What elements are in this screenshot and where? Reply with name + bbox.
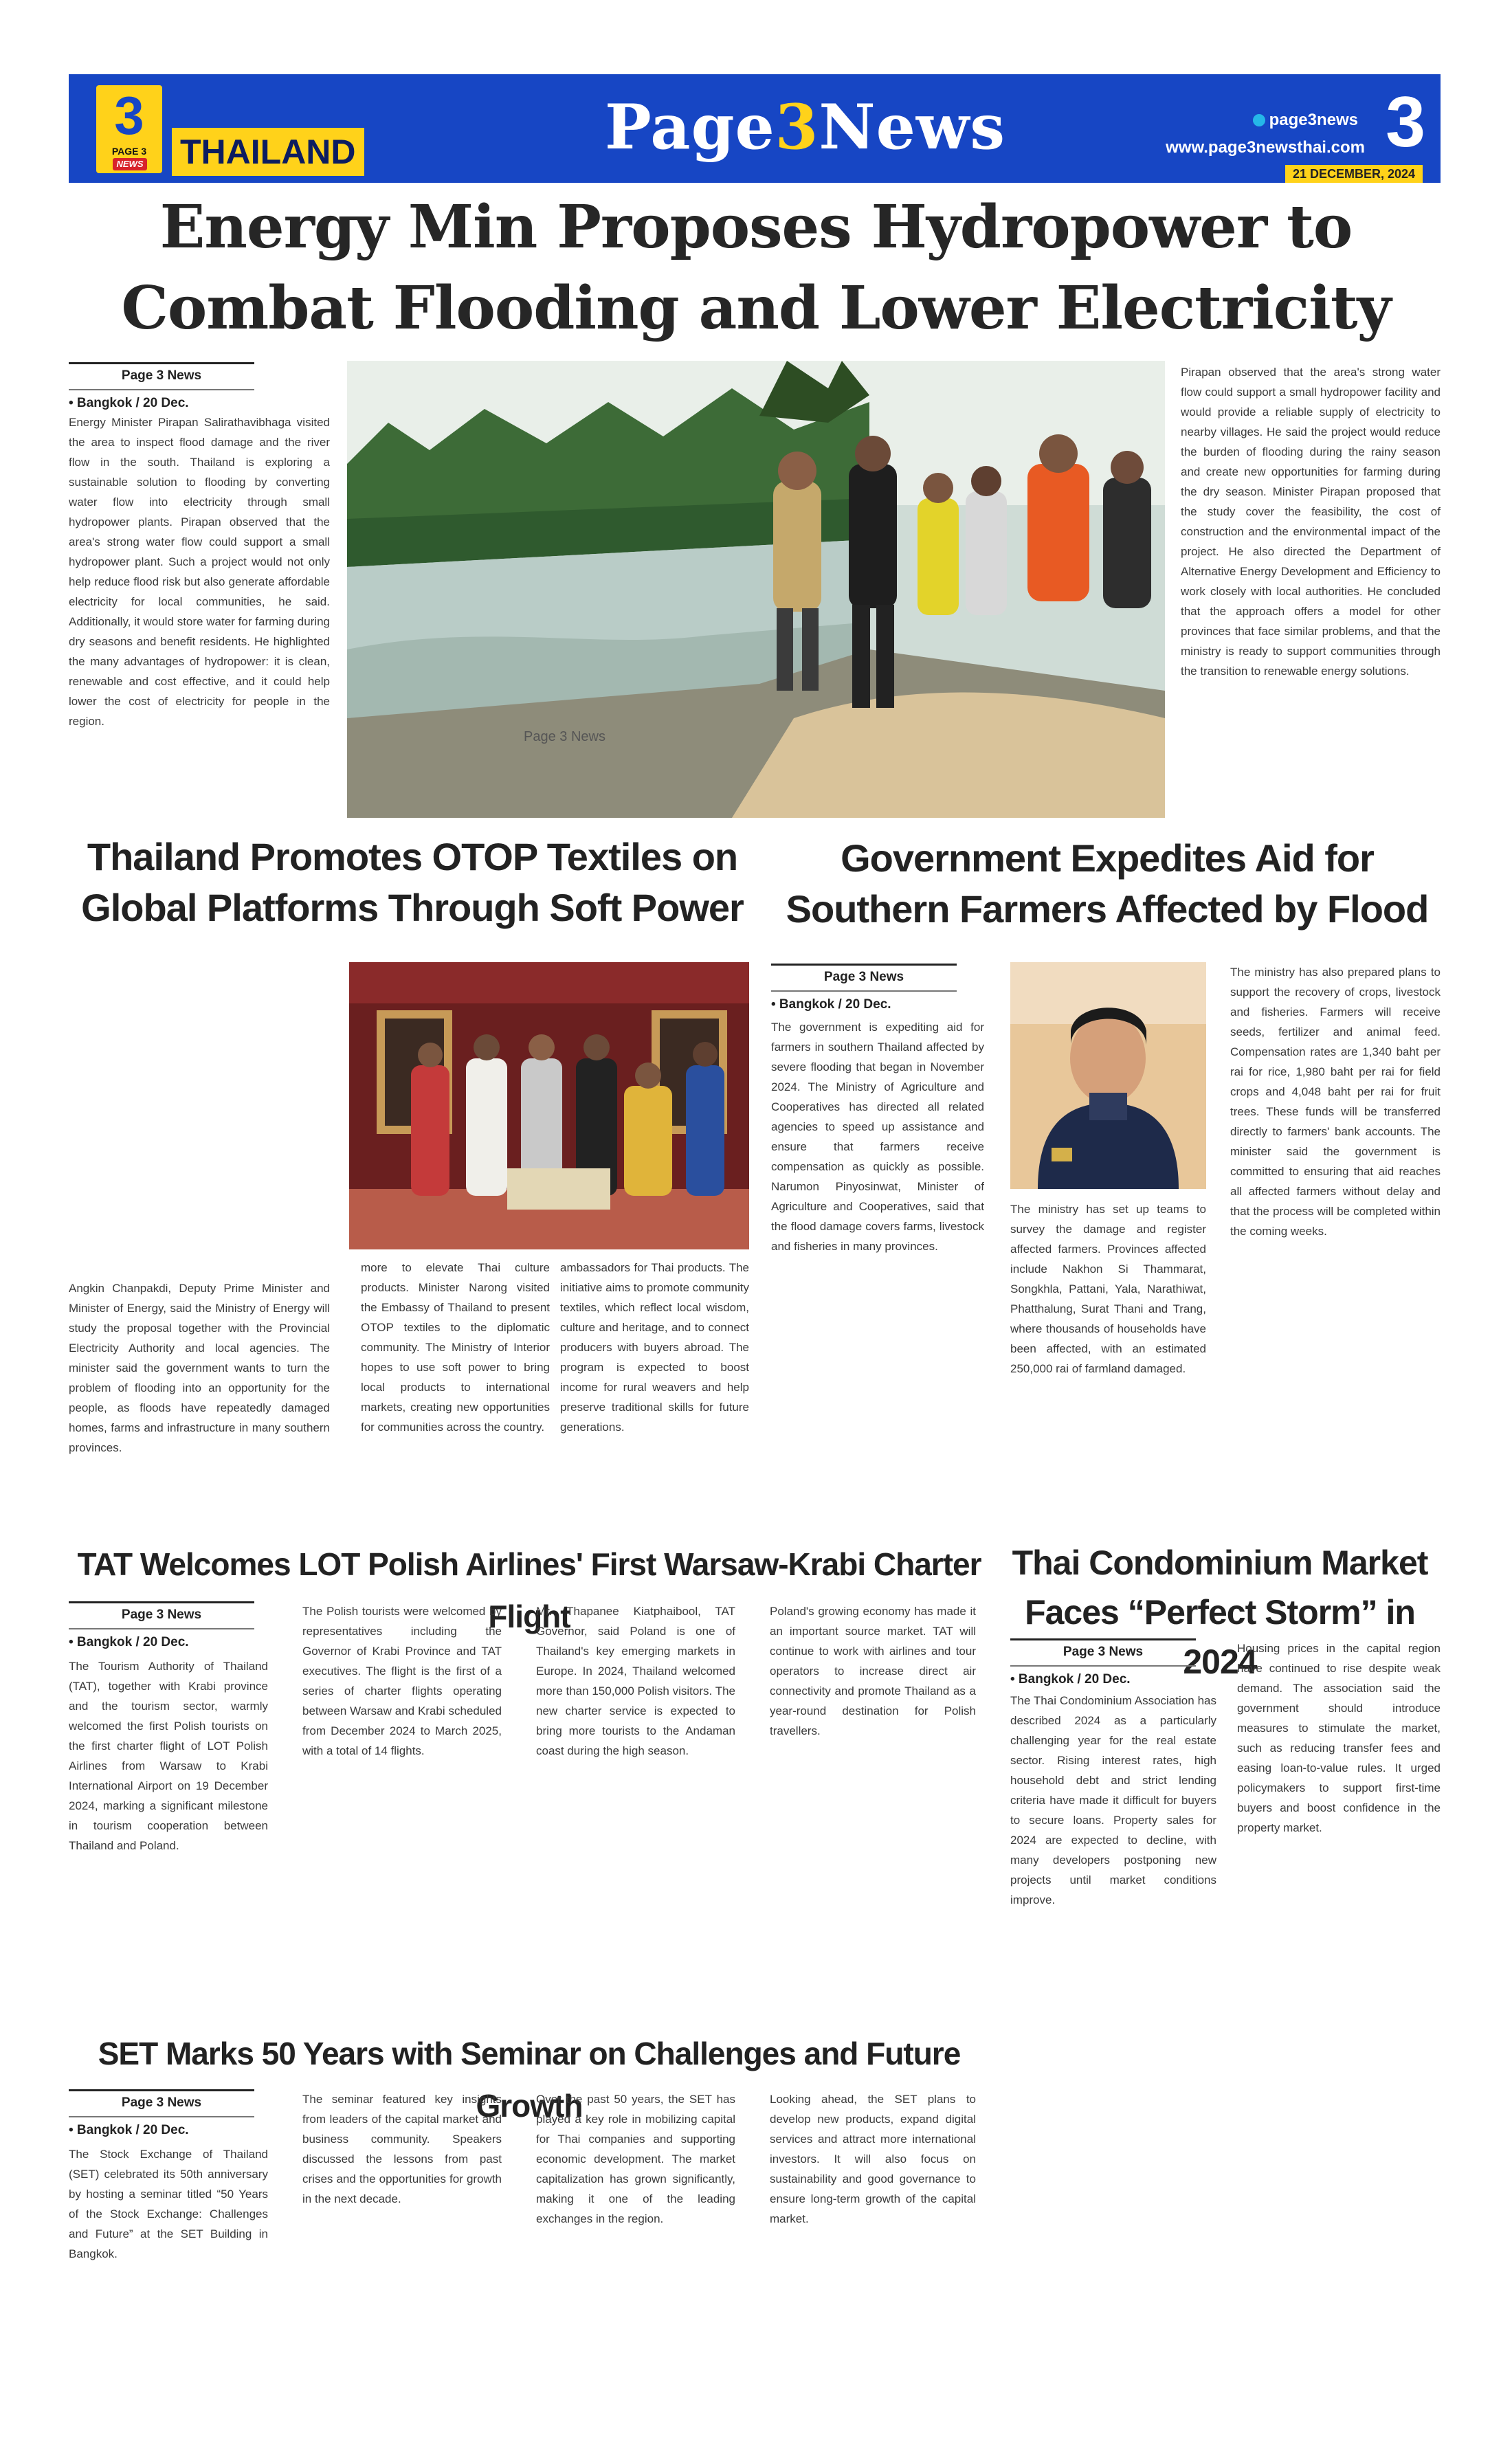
set-byline xyxy=(69,2089,254,2139)
aid-headline[interactable] xyxy=(771,833,1443,935)
condo-byline-source: Page 3 News xyxy=(1010,1640,1196,1667)
social-dot-icon xyxy=(1253,114,1265,126)
brand-suffix: News xyxy=(819,91,1006,164)
lead-photo-illustration xyxy=(347,361,1165,818)
otop-body-col1: more to elevate Thai culture products. Minister Narong visited the Embassy of Thailand to present OTOP textiles to the diplomatic community. The Ministry of Interior hopes to use soft power to bring local products to international markets, creating new opportunities for communities across the country. xyxy=(361,1261,550,1434)
otop-headline[interactable] xyxy=(69,832,756,933)
otop-headline-line1: Thailand Promotes OTOP Textiles on xyxy=(87,835,738,878)
tat-body-col2: The Polish tourists were welcomed by representatives including the Governor of Krabi Province and TAT executives. The flight is the first of a series of charter flights operating between Warsaw and Krabi scheduled from December 2024 to March 2025, with a total of 14 flights. xyxy=(302,1605,502,1757)
set-headline[interactable]: SET Marks 50 Years with Seminar on Challenges and Future Growth xyxy=(98,2036,961,2124)
aid-photo-illustration xyxy=(1010,962,1206,1189)
logo-news-tag: NEWS xyxy=(113,158,147,170)
lead-byline xyxy=(69,362,254,412)
tat-byline-source: Page 3 News xyxy=(69,1603,254,1629)
lead-photo-credit: Page 3 News xyxy=(524,729,605,744)
otop-body-col2: ambassadors for Thai products. The initiative aims to promote community textiles, which reflect local wisdom, culture and heritage, and to connect producers with buyers abroad. The program is expected to boost income for rural weavers and help preserve traditional skills for future generations. xyxy=(560,1261,749,1434)
country-label: THAILAND xyxy=(172,128,364,176)
set-dateline: • Bangkok / 20 Dec. xyxy=(69,2123,189,2137)
set-body-col1: The Stock Exchange of Thailand (SET) celebrated its 50th anniversary by hosting a seminar titled “50 Years of the Stock Exchange: Challenges and Future” at the SET Building in Bangkok. xyxy=(69,2148,268,2260)
page3-logo[interactable] xyxy=(96,85,162,173)
set-body-col2: The seminar featured key insights from leaders of the capital market and business community. Speakers discussed the lessons from past crises and the opportunities for growth in the next decade. xyxy=(302,2093,502,2205)
set-body-col3: Over the past 50 years, the SET has played a key role in mobilizing capital for Thai companies and supporting economic development. The market capitalization has grown significantly, making it one of the leading exchanges in the region. xyxy=(536,2093,735,2225)
condo-body-col1: The Thai Condominium Association has described 2024 as a particularly challenging year for the real estate sector. Rising interest rates, high household debt and strict lending criteria have made it difficult for buyers to secure loans. Property sales for 2024 are expected to decline, with many developers postponing new projects until market conditions improve. xyxy=(1010,1694,1216,1906)
lead-headline-line1: Energy Min Proposes Hydropower to xyxy=(159,192,1353,262)
lead-body-left: Energy Minister Pirapan Salirathavibhaga visited the area to inspect flood damage and the river flow in the south. Thailand is exploring a sustainable solution to flooding by converting water flow into electricity through small hydropower plants. Pirapan observed that the area's strong water flow could support a small hydropower plant. Such a project would not only help reduce flood risk but also generate affordable electricity for local communities, he said. Additionally, it would store water for farming during dry seasons and benefit residents. He highlighted the many advantages of hydropower: it is clean, renewable and cost effective, and it could help lower the cost of electricity for people in the region. xyxy=(69,416,330,728)
otop-photo-illustration xyxy=(349,962,749,1249)
aid-body-col2: The ministry has set up teams to survey the damage and register affected farmers. Provinces affected include Nakhon Si Thammarat, Songkhla, Pattani, Yala, Narathiwat, Phatthalung, Surat Thani and Trang, where thousands of households have been affected, with an estimated 250,000 rai of farmland damaged. xyxy=(1010,1203,1206,1375)
issue-date: 21 DECEMBER, 2024 xyxy=(1285,165,1423,183)
lead-body-continued: Angkin Chanpakdi, Deputy Prime Minister and Minister of Energy, said the Ministry of Energy will study the proposal together with the Provincial Electricity Authority and local agencies. The minister said the government wants to turn the problem of flooding into an opportunity for the people, as floods have repeatedly damaged homes, farms and infrastructure in many southern provinces. xyxy=(69,1282,330,1454)
lead-headline-line2: Combat Flooding and Lower Electricity xyxy=(121,274,1391,343)
lead-photo-river-inspection[interactable] xyxy=(347,361,1165,818)
brand-title[interactable] xyxy=(605,89,1006,165)
condo-body-col2: Housing prices in the capital region have continued to rise despite weak demand. The association said the government should introduce measures to stimulate the market, such as reducing transfer fees and easing loan-to-value rules. It urged policymakers to support first-time buyers and boost confidence in the property market. xyxy=(1237,1642,1441,1834)
lead-byline-source: Page 3 News xyxy=(69,364,254,390)
condo-byline xyxy=(1010,1638,1196,1689)
tat-byline xyxy=(69,1601,254,1651)
aid-body-col1: The government is expediting aid for farmers in southern Thailand affected by severe flooding that began in November 2024. The Ministry of Agriculture and Cooperatives has directed all related agencies to speed up assistance and ensure that farmers receive compensation as quickly as possible. Narumon Pinyosinwat, Minister of Agriculture and Cooperatives, said that the flood damage covers farms, livestock and fisheries in many provinces. xyxy=(771,1021,984,1253)
aid-headline-line1: Government Expedites Aid for xyxy=(841,836,1374,880)
aid-dateline: • Bangkok / 20 Dec. xyxy=(771,997,891,1012)
set-byline-source: Page 3 News xyxy=(69,2091,254,2117)
social-handle-text: page3news xyxy=(1269,111,1358,129)
tat-body-col1: The Tourism Authority of Thailand (TAT), together with Krabi province and the tourism sector, warmly welcomed the first Polish tourists on the first charter flight of LOT Polish Airlines from Warsaw to Krabi International Airport on 19 December 2024, marking a significant milestone in tourism cooperation between Thailand and Poland. xyxy=(69,1660,268,1852)
tat-body-col4: Poland's growing economy has made it an important source market. TAT will continue to work with airlines and tour operators to increase direct air connectivity and promote Thailand as a year-round destination for Polish travellers. xyxy=(770,1605,976,1737)
masthead xyxy=(69,74,1441,183)
condo-headline-line1: Thai Condominium Market xyxy=(1012,1544,1428,1582)
aid-photo-minister-portrait[interactable] xyxy=(1010,962,1206,1189)
aid-byline xyxy=(771,964,957,1014)
tat-dateline: • Bangkok / 20 Dec. xyxy=(69,1635,189,1649)
website-link[interactable]: www.page3newsthai.com xyxy=(1166,138,1365,157)
logo-digit: 3 xyxy=(114,85,144,146)
aid-byline-source: Page 3 News xyxy=(771,966,957,992)
tat-body-col3: Mr. Thapanee Kiatphaibool, TAT Governor, said Poland is one of Thailand's key emerging markets in Europe. In 2024, Thailand welcomed more than 150,000 Polish visitors. The new charter service is expected to bring more tourists to the Andaman coast during the high season. xyxy=(536,1605,735,1757)
aid-body-right: The ministry has also prepared plans to support the recovery of crops, livestock and fisheries. Farmers will receive seeds, fertilizer and animal feed. Compensation rates are 1,340 baht per rai for rice, 1,980 baht per rai for field crops and 4,048 baht per rai for fruit trees. These funds will be transferred directly to farmers' bank accounts. The minister said the government is committed to ensuring that aid reaches all affected farmers without delay and that the process will be completed within the coming weeks. xyxy=(1230,966,1441,1238)
condo-headline-line2: Faces “Perfect Storm” in 2024 xyxy=(1025,1593,1415,1681)
tat-headline[interactable]: TAT Welcomes LOT Polish Airlines' First Warsaw-Krabi Charter Flight xyxy=(77,1546,981,1634)
lead-dateline: • Bangkok / 20 Dec. xyxy=(69,396,189,410)
lead-body-right: Pirapan observed that the area's strong water flow could support a small hydropower facility and would provide a reliable supply of electricity to nearby villages. He said the project would reduce the burden of flooding during the rainy season and create new opportunities for farming during the dry season. Minister Pirapan proposed that the study cover the feasibility, the cost of construction and the environmental impact of the project. He also directed the Department of Alternative Energy Development and Efficiency to work closely with local authorities. He concluded that the approach offers a model for other provinces that face similar problems, and that the ministry is ready to support communities through the transition to renewable energy solutions. xyxy=(1181,366,1441,678)
logo-small-text: PAGE 3 xyxy=(111,146,147,157)
set-body-col4: Looking ahead, the SET plans to develop new products, expand digital services and attract more international investors. It will also focus on sustainability and good governance to ensure long-term growth of the capital market. xyxy=(770,2093,976,2225)
brand-prefix: Page xyxy=(605,91,775,164)
page-number: 3 xyxy=(1386,82,1425,162)
otop-headline-line2: Global Platforms Through Soft Power xyxy=(81,886,744,929)
otop-photo-embassy-reception[interactable] xyxy=(349,962,749,1249)
condo-dateline: • Bangkok / 20 Dec. xyxy=(1010,1672,1131,1687)
brand-number: 3 xyxy=(775,91,819,164)
aid-headline-line2: Southern Farmers Affected by Flood xyxy=(786,887,1429,931)
social-handle[interactable] xyxy=(1253,110,1358,131)
